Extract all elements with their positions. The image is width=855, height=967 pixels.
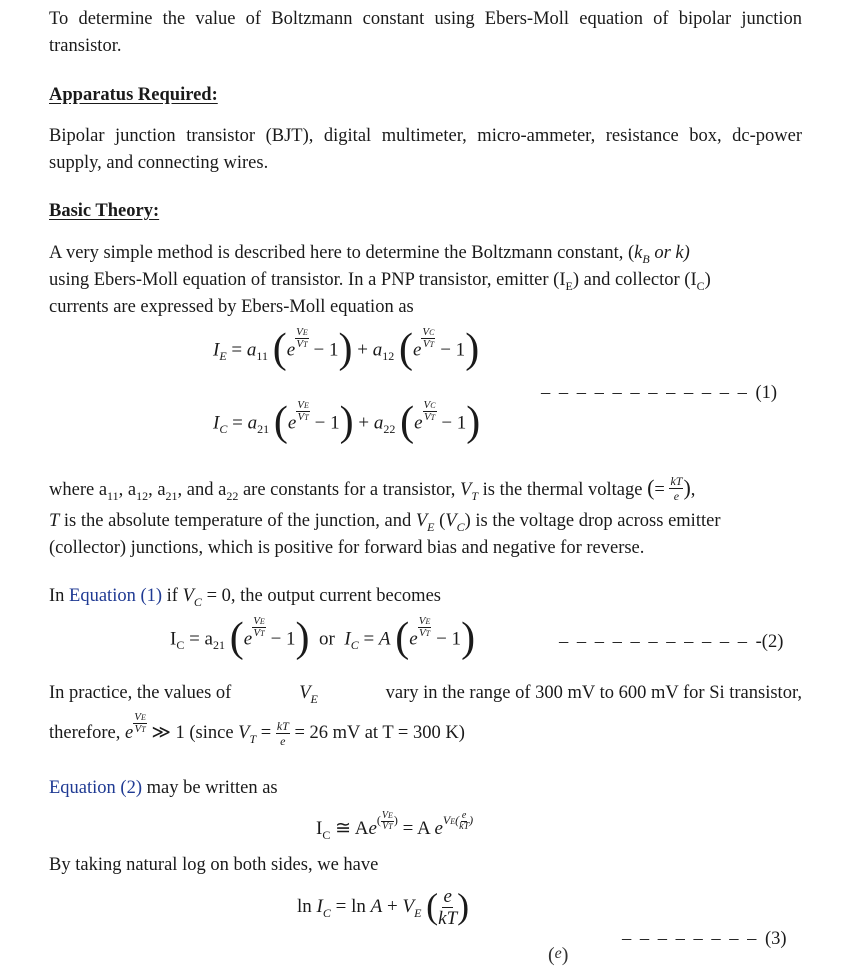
apparatus-text: Bipolar junction transistor (BJT), digital multimeter, micro-ammeter, resistance box, dc-power supply, and connecting wires. — [49, 126, 802, 173]
equation-2-written-line: Equation (2) may be written as — [49, 778, 278, 798]
where-line-2: T is the absolute temperature of the junction, and $V_E$ $(V_C)$ is the voltage drop across emitter — [49, 511, 721, 534]
equation-2-number: – – – – – – – – – – – -(2) — [559, 632, 784, 652]
equation-1-number: – – – – – – – – – – – – (1) — [541, 383, 778, 403]
equation-3-number: – – – – – – – – (3) — [622, 929, 787, 949]
where-line-1: where $a_{11}$, $a_{12}$, $a_{21}$, and $a_{22}$ are constants for a transistor, $V_T$ is the thermal voltage (= $\frac{kT}{e}$ ), — [49, 474, 696, 504]
equation-1-collector: $I_C = a_{21}$ (e $\frac{VE}{VT}$ − $1) + a_{22}$ (e $\frac{VC}{VT}$ − 1) — [213, 398, 481, 445]
where-line-3: (collector) junctions, which is positive for forward bias and negative for reverse. — [49, 538, 645, 558]
theory-line-3: currents are expressed by Ebers-Moll equation as — [49, 297, 414, 317]
theory-line-2: using Ebers-Moll equation of transistor. In a PNP transistor, emitter $(I_E)$ and collector $(I_C)$ — [49, 270, 711, 293]
equation-1-link[interactable]: Equation — [69, 586, 136, 606]
theory-line-1-text: A very simple method is described here to determine the Boltzmann constant, ($k_B$ or k) — [49, 243, 690, 266]
theory-heading: Basic Theory: — [49, 201, 160, 221]
practice-line-2: therefore, e $\frac{VE}{VT}$ ≫ 1 (since $V_T$ = $\frac{kT}{e}$ = 26 mV at T = 300 K) — [49, 711, 465, 749]
equation-2-link[interactable]: Equation — [49, 778, 116, 798]
theory-line-1 — [49, 240, 802, 268]
objective-text: To determine the value of Boltzmann constant using Ebers-Moll equation of bipolar junction transistor. — [49, 9, 802, 56]
in-equation-1-line: In Equation (1) if $V_C = 0$, the output current becomes — [49, 586, 441, 609]
cut-off-fragment: (e) — [548, 944, 569, 966]
equation-1-emitter: $I_E = a_{11}$ (e $\frac{VE}{VT}$ − $1) + a_{12}$ (e $\frac{VC}{VT}$ − 1) — [213, 325, 480, 372]
equation-2: $I_C = a_{21}$ (e $\frac{VE}{VT}$ − 1) or $I_C = A$ (e $\frac{VE}{VT}$ − 1) — [170, 614, 476, 661]
practice-line-1: In practice, the values of $V_E$ vary in the range of 300 mV to 600 mV for Si transistor, — [49, 683, 802, 706]
natural-log-line: By taking natural log on both sides, we have — [49, 855, 379, 875]
apparatus-heading: Apparatus Required: — [49, 85, 218, 105]
equation-3: $\ln I_C = \ln A + V_E$ ( $\frac{e}{kT}$ ) — [297, 885, 470, 929]
equation-ic-approx: $I_C$ ≅ $Ae^{( \frac{VE}{VT} )} = A$ $e^{VE( \frac{e}{kT} )}$ — [316, 809, 474, 842]
